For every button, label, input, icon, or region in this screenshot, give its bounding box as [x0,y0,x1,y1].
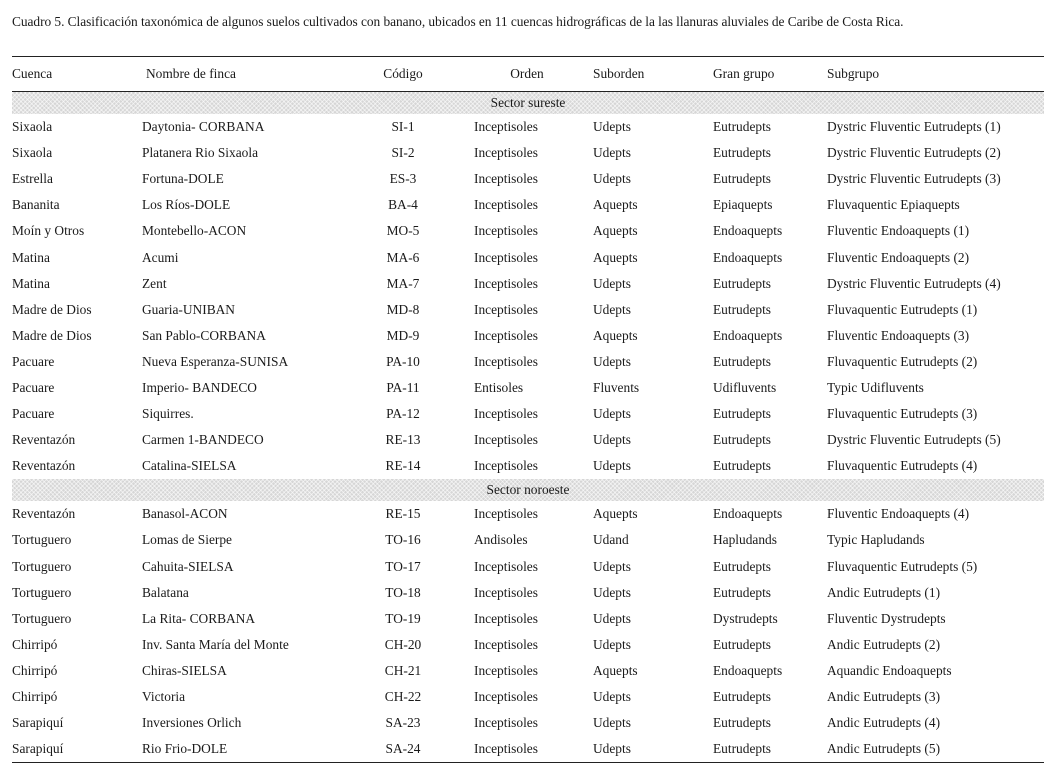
cell-subgrupo: Andic Eutrudepts (2) [827,636,941,652]
cell-gran-grupo: Eutrudepts [713,145,772,161]
cell-gran-grupo: Endoaquepts [713,506,783,522]
cell-orden: Inceptisoles [474,197,538,213]
cell-orden: Inceptisoles [474,558,538,574]
cell-orden: Inceptisoles [461,736,593,763]
cell-gran-grupo: Endoaquepts [713,223,783,239]
cell-orden: Entisoles [474,379,524,395]
cell-cuenca: Tortuguero [12,584,72,600]
table-row [12,244,1044,270]
cell-orden: Inceptisoles [474,301,538,317]
cell-gran-grupo: Eutrudepts [713,558,772,574]
cell-cuenca: Sixaola [12,145,53,161]
cell-cuenca: Pacuare [12,406,55,422]
soil-classification-table-container [12,56,1044,763]
cell-finca: Chiras-SIELSA [142,662,227,678]
cell-codigo: CH-21 [384,662,422,678]
cell-gran-grupo: Eutrudepts [713,736,827,763]
table-caption: Cuadro 5. Clasificación taxonómica de algunos suelos cultivados con banano, ubicados en 11 cuencas hidrográficas de la las llanuras aluviales de Caribe de Costa Rica. [12,14,904,29]
cell-suborden: Udepts [593,636,631,652]
cell-orden: Inceptisoles [474,458,538,474]
header-subgrupo: Subgrupo [827,57,1044,92]
cell-cuenca: Matina [12,249,50,265]
cell-orden: Inceptisoles [474,223,538,239]
sector-header-row [12,479,1044,501]
cell-suborden: Udepts [593,458,631,474]
cell-orden: Inceptisoles [474,119,538,135]
cell-cuenca: Tortuguero [12,610,72,626]
table-row [12,684,1044,710]
cell-cuenca: Pacuare [12,353,55,369]
header-finca: Nombre de finca [142,57,345,92]
cell-suborden: Aquepts [593,197,638,213]
cell-orden: Inceptisoles [474,249,538,265]
cell-suborden: Udepts [593,736,713,763]
soil-classification-table [12,56,1044,763]
table-row [12,297,1044,323]
header-cuenca: Cuenca [12,57,142,92]
cell-codigo: PA-11 [386,379,420,395]
cell-cuenca: Sixaola [12,119,53,135]
cell-orden: Inceptisoles [474,145,538,161]
cell-finca: La Rita- CORBANA [142,610,256,626]
cell-gran-grupo: Eutrudepts [713,119,772,135]
table-row [12,271,1044,297]
cell-finca: Victoria [142,689,186,705]
cell-subgrupo: Fluventic Dystrudepts [827,610,946,626]
table-row [12,501,1044,527]
table-row [12,375,1044,401]
cell-orden: Inceptisoles [474,610,538,626]
cell-subgrupo: Dystric Fluventic Eutrudepts (2) [827,145,1001,161]
cell-suborden: Udepts [593,432,631,448]
table-body [12,92,1044,763]
cell-suborden: Udand [593,532,629,548]
table-row [12,114,1044,140]
cell-finca: Siquirres. [142,406,194,422]
cell-orden: Inceptisoles [474,327,538,343]
cell-codigo: MA-6 [386,249,420,265]
cell-gran-grupo: Endoaquepts [713,327,783,343]
cell-finca: Inv. Santa María del Monte [142,636,289,652]
cell-subgrupo: Fluvaquentic Epiaquepts [827,197,960,213]
table-row [12,323,1044,349]
cell-orden: Inceptisoles [474,662,538,678]
cell-gran-grupo: Epiaquepts [713,197,773,213]
cell-cuenca: Chirripó [12,636,58,652]
cell-codigo: SA-23 [385,715,421,731]
cell-cuenca: Reventazón [12,432,76,448]
cell-suborden: Udepts [593,689,631,705]
sector-label: Sector noroeste [12,479,1044,501]
cell-suborden: Udepts [593,275,631,291]
header-suborden: Suborden [593,57,713,92]
cell-codigo: TO-18 [385,584,421,600]
cell-cuenca: Chirripó [12,662,58,678]
cell-finca: San Pablo-CORBANA [142,327,266,343]
cell-cuenca: Tortuguero [12,532,72,548]
cell-subgrupo: Andic Eutrudepts (1) [827,584,941,600]
cell-cuenca: Moín y Otros [12,223,85,239]
cell-codigo: MD-8 [386,301,420,317]
cell-suborden: Aquepts [593,662,638,678]
cell-orden: Inceptisoles [474,689,538,705]
cell-gran-grupo: Endoaquepts [713,662,783,678]
cell-finca: Fortuna-DOLE [142,171,224,187]
cell-codigo: CH-22 [384,689,422,705]
cell-finca: Banasol-ACON [142,506,228,522]
cell-subgrupo: Andic Eutrudepts (3) [827,689,941,705]
cell-codigo: PA-12 [386,406,420,422]
cell-suborden: Udepts [593,145,631,161]
cell-gran-grupo: Eutrudepts [713,353,772,369]
table-row [12,580,1044,606]
cell-subgrupo: Andic Eutrudepts (4) [827,715,941,731]
cell-subgrupo: Fluvaquentic Eutrudepts (1) [827,301,978,317]
cell-finca: Daytonia- CORBANA [142,119,265,135]
cell-orden: Inceptisoles [474,406,538,422]
cell-finca: Los Ríos-DOLE [142,197,231,213]
table-row [12,140,1044,166]
cell-orden: Inceptisoles [474,584,538,600]
cell-suborden: Udepts [593,301,631,317]
cell-cuenca: Reventazón [12,458,76,474]
cell-gran-grupo: Udifluvents [713,379,777,395]
cell-cuenca: Sarapiquí [12,715,64,731]
cell-finca: Imperio- BANDECO [142,379,257,395]
cell-gran-grupo: Eutrudepts [713,171,772,187]
cell-codigo: MO-5 [386,223,420,239]
cell-gran-grupo: Eutrudepts [713,406,772,422]
cell-suborden: Udepts [593,119,631,135]
cell-suborden: Aquepts [593,249,638,265]
table-row [12,710,1044,736]
cell-subgrupo: Fluventic Endoaquepts (4) [827,506,970,522]
cell-cuenca: Estrella [12,171,53,187]
cell-codigo: TO-17 [385,558,421,574]
cell-suborden: Udepts [593,610,631,626]
header-gran-grupo: Gran grupo [713,57,827,92]
cell-orden: Inceptisoles [474,275,538,291]
cell-codigo: RE-13 [385,432,421,448]
sector-label: Sector sureste [12,92,1044,115]
cell-suborden: Aquepts [593,223,638,239]
cell-subgrupo: Dystric Fluventic Eutrudepts (3) [827,171,1001,187]
cell-orden: Inceptisoles [474,353,538,369]
cell-codigo: BA-4 [388,197,418,213]
cell-subgrupo: Fluvaquentic Eutrudepts (4) [827,458,978,474]
cell-cuenca: Madre de Dios [12,301,92,317]
cell-gran-grupo: Dystrudepts [713,610,778,626]
table-row [12,166,1044,192]
cell-suborden: Udepts [593,406,631,422]
cell-gran-grupo: Eutrudepts [713,715,772,731]
cell-subgrupo: Fluvaquentic Eutrudepts (2) [827,353,978,369]
cell-finca: Rio Frio-DOLE [142,736,345,763]
cell-subgrupo: Aquandic Endoaquepts [827,662,952,678]
cell-codigo: ES-3 [389,171,417,187]
cell-orden: Andisoles [474,532,528,548]
cell-gran-grupo: Eutrudepts [713,301,772,317]
cell-orden: Inceptisoles [474,171,538,187]
table-row [12,736,1044,763]
cell-finca: Guaria-UNIBAN [142,301,235,317]
table-row [12,427,1044,453]
cell-cuenca: Bananita [12,197,60,213]
cell-subgrupo: Fluvaquentic Eutrudepts (3) [827,406,978,422]
cell-cuenca: Chirripó [12,689,58,705]
cell-gran-grupo: Eutrudepts [713,458,772,474]
cell-codigo: CH-20 [384,636,422,652]
cell-subgrupo: Andic Eutrudepts (5) [827,736,1044,763]
cell-gran-grupo: Eutrudepts [713,689,772,705]
cell-suborden: Udepts [593,558,631,574]
cell-cuenca: Pacuare [12,379,55,395]
table-row [12,632,1044,658]
cell-subgrupo: Fluvaquentic Eutrudepts (5) [827,558,978,574]
table-row [12,658,1044,684]
table-row [12,453,1044,479]
cell-orden: Inceptisoles [474,715,538,731]
cell-finca: Nueva Esperanza-SUNISA [142,353,289,369]
cell-finca: Cahuita-SIELSA [142,558,234,574]
table-row [12,218,1044,244]
cell-gran-grupo: Eutrudepts [713,636,772,652]
cell-cuenca: Matina [12,275,50,291]
cell-subgrupo: Fluventic Endoaquepts (1) [827,223,970,239]
cell-finca: Inversiones Orlich [142,715,242,731]
cell-gran-grupo: Eutrudepts [713,275,772,291]
cell-codigo: SI-1 [391,119,415,135]
table-header-row [12,57,1044,92]
table-row [12,554,1044,580]
header-codigo: Código [345,57,461,92]
cell-codigo: TO-16 [385,532,421,548]
cell-codigo: SA-24 [345,736,461,763]
cell-suborden: Udepts [593,715,631,731]
table-row [12,606,1044,632]
cell-orden: Inceptisoles [474,636,538,652]
table-row [12,527,1044,553]
cell-suborden: Aquepts [593,506,638,522]
cell-finca: Platanera Rio Sixaola [142,145,259,161]
cell-suborden: Udepts [593,171,631,187]
cell-cuenca: Madre de Dios [12,327,92,343]
cell-cuenca: Sarapiquí [12,736,142,763]
cell-gran-grupo: Hapludands [713,532,777,548]
cell-subgrupo: Typic Udifluvents [827,379,924,395]
cell-suborden: Udepts [593,584,631,600]
header-orden: Orden [461,57,593,92]
cell-subgrupo: Fluventic Endoaquepts (3) [827,327,970,343]
cell-finca: Montebello-ACON [142,223,247,239]
table-row [12,349,1044,375]
table-row [12,192,1044,218]
cell-codigo: RE-15 [385,506,421,522]
cell-codigo: MD-9 [386,327,420,343]
cell-codigo: MA-7 [386,275,420,291]
table-row [12,401,1044,427]
cell-subgrupo: Dystric Fluventic Eutrudepts (5) [827,432,1001,448]
cell-finca: Carmen 1-BANDECO [142,432,264,448]
cell-suborden: Aquepts [593,327,638,343]
cell-finca: Balatana [142,584,189,600]
cell-subgrupo: Dystric Fluventic Eutrudepts (1) [827,119,1001,135]
cell-cuenca: Reventazón [12,506,76,522]
cell-gran-grupo: Eutrudepts [713,584,772,600]
cell-suborden: Udepts [593,353,631,369]
cell-codigo: SI-2 [391,145,415,161]
cell-orden: Inceptisoles [474,506,538,522]
cell-finca: Zent [142,275,167,291]
cell-finca: Lomas de Sierpe [142,532,232,548]
cell-codigo: PA-10 [386,353,420,369]
sector-header-row [12,92,1044,115]
cell-codigo: TO-19 [385,610,421,626]
cell-codigo: RE-14 [385,458,421,474]
cell-subgrupo: Dystric Fluventic Eutrudepts (4) [827,275,1001,291]
cell-subgrupo: Fluventic Endoaquepts (2) [827,249,970,265]
cell-gran-grupo: Eutrudepts [713,432,772,448]
cell-finca: Acumi [142,249,179,265]
cell-cuenca: Tortuguero [12,558,72,574]
cell-suborden: Fluvents [593,379,640,395]
cell-subgrupo: Typic Hapludands [827,532,925,548]
cell-finca: Catalina-SIELSA [142,458,237,474]
cell-orden: Inceptisoles [474,432,538,448]
cell-gran-grupo: Endoaquepts [713,249,783,265]
